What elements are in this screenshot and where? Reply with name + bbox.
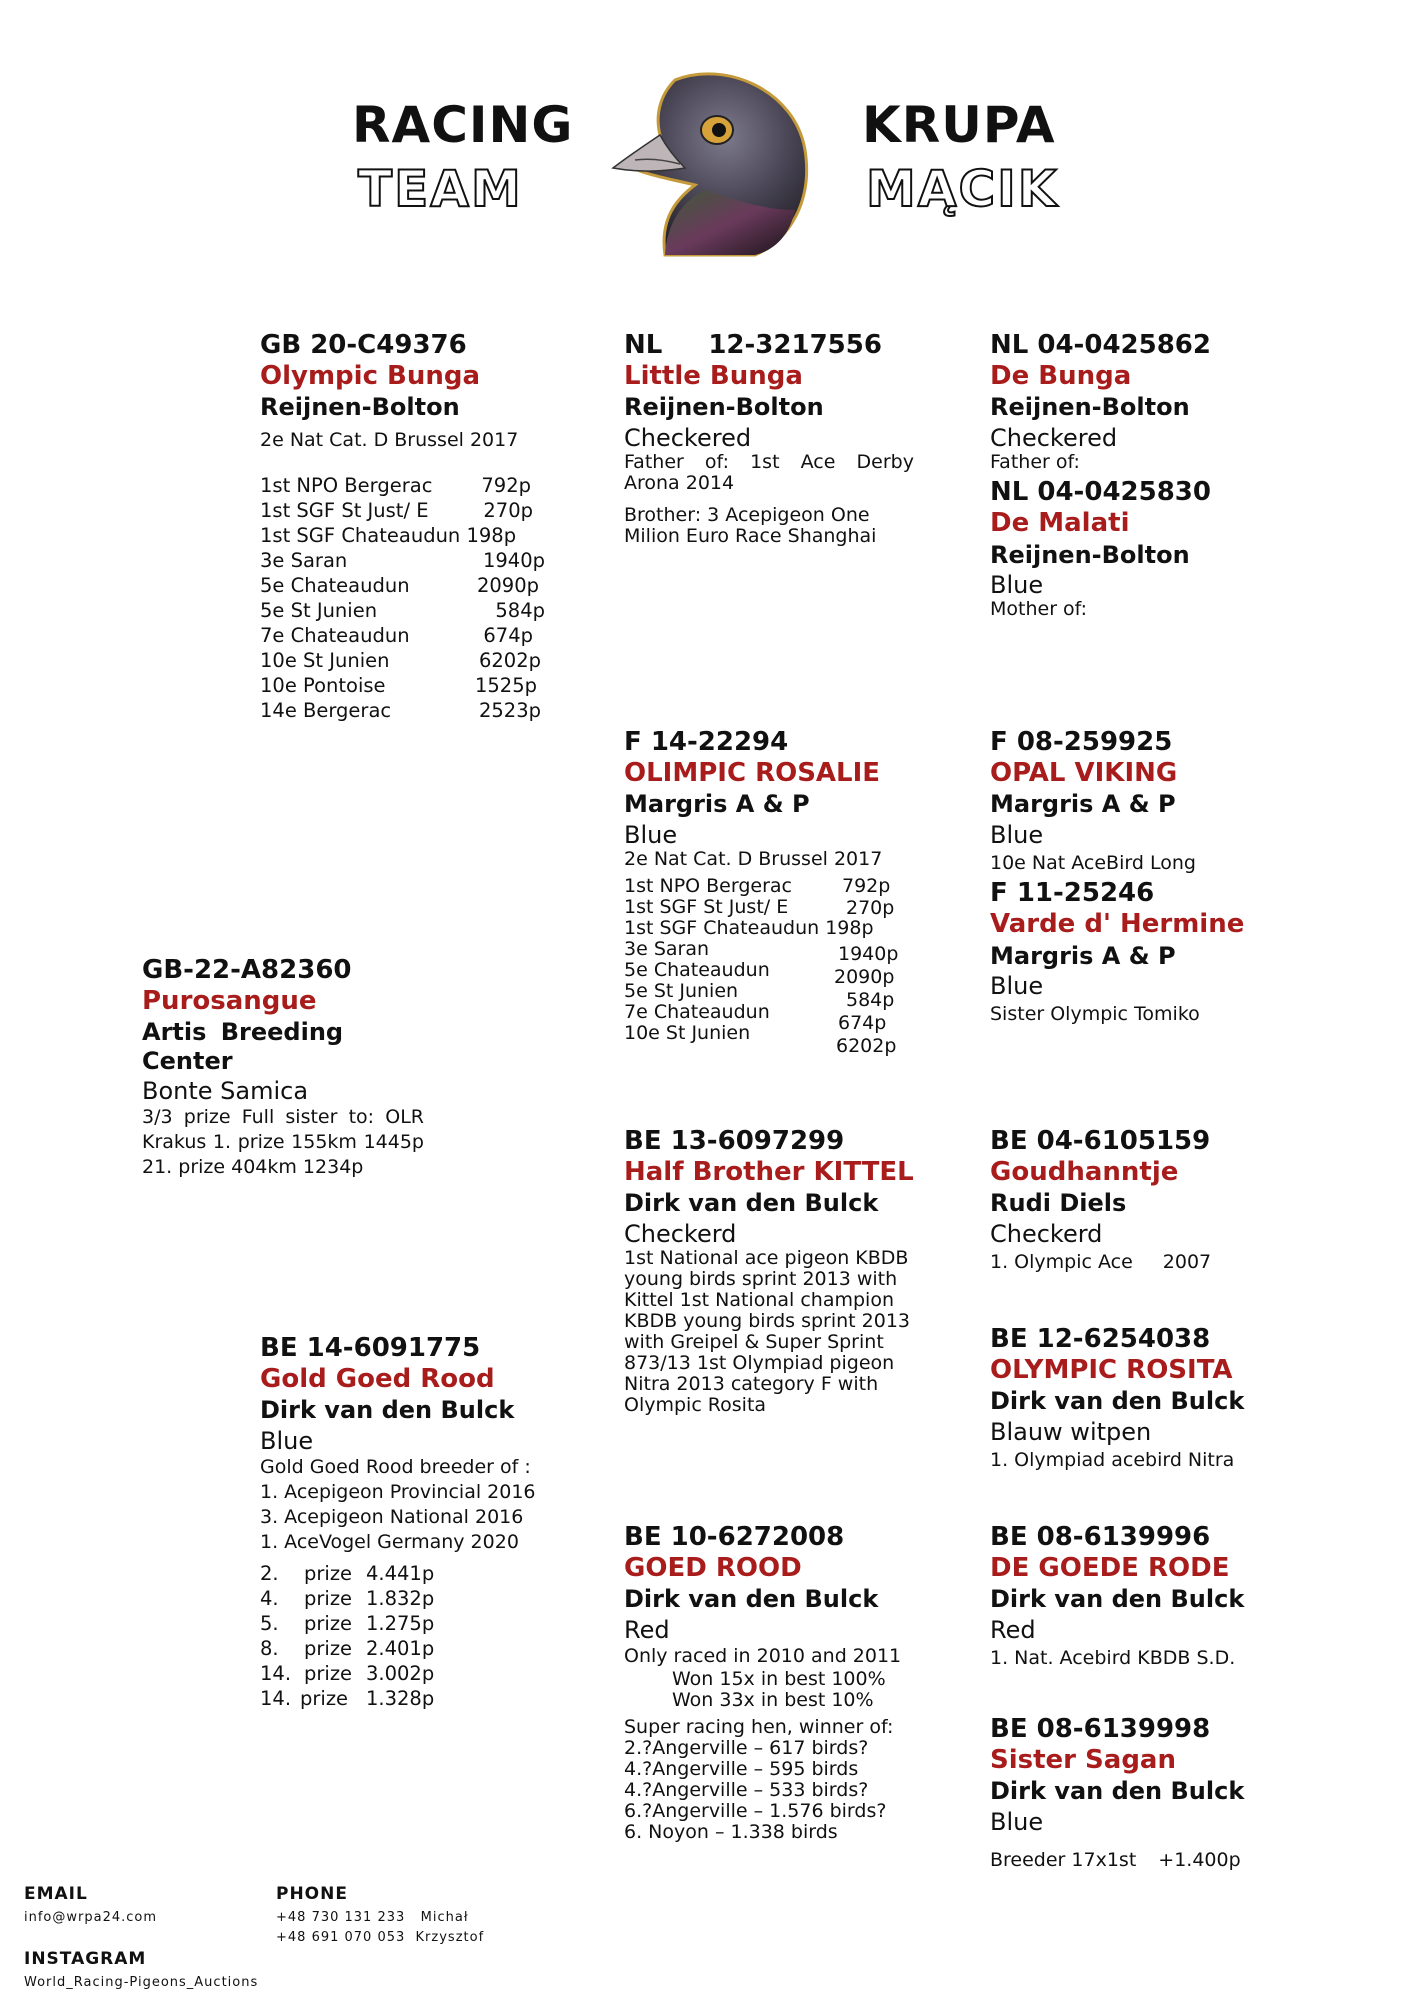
pigeon-name: DE GOEDE RODE	[990, 1552, 1230, 1583]
pigeon-card-purosangue	[142, 955, 424, 1180]
phone-number[interactable]: +48 691 070 053 Krzysztof	[276, 1930, 485, 1946]
breeder-of-list: Gold Goed Rood breeder of : 1. Acepigeon Provincial 2016 3. Acepigeon National 2016 1. AceVogel Germany 2020	[260, 1455, 536, 1553]
pigeon-name: Varde d' Hermine	[990, 908, 1245, 939]
results-list	[260, 473, 545, 723]
breeder-name: Reijnen-Bolton	[990, 393, 1190, 422]
pigeon-name: Little Bunga	[624, 360, 803, 391]
ring-number: BE 08-6139998	[990, 1714, 1211, 1744]
header-krupa: KRUPA	[862, 96, 1056, 154]
pigeon-color: Checkerd	[990, 1219, 1103, 1248]
breeder-name: Margris A & P	[990, 790, 1176, 819]
pigeon-color: Blue	[990, 1807, 1044, 1836]
prize-row: 14. prize 1.328p	[260, 1686, 435, 1710]
ring-number: F 11-25246	[990, 878, 1155, 909]
ring-number: BE 10-6272008	[624, 1522, 845, 1552]
pigeon-name: Sister Sagan	[990, 1744, 1176, 1775]
breeder-name: Dirk van den Bulck	[990, 1585, 1245, 1614]
pigeon-name: Gold Goed Rood	[260, 1363, 495, 1394]
header-team: TEAM	[358, 160, 523, 218]
pigeon-name: OLYMPIC ROSITA	[990, 1354, 1233, 1385]
pigeon-card-goed-rood	[624, 1522, 924, 1843]
prize-row: 2. prize 4.441p	[260, 1561, 435, 1585]
pigeon-card-little-bunga	[624, 330, 914, 547]
pigeon-name: De Malati	[990, 507, 1130, 538]
prize-list	[260, 1561, 560, 1711]
prize-row: 5. prize 1.275p	[260, 1611, 435, 1635]
header-macik: MĄCIK	[866, 160, 1059, 218]
pigeon-desc: Only raced in 2010 and 2011	[624, 1644, 902, 1667]
contact-instagram	[24, 1949, 258, 1993]
pigeon-desc: 1st National ace pigeon KBDB young birds sprint 2013 with Kittel 1st National champion KBDB young birds sprint 2013 with Greipel & Super Sprint 873/13 1st Olympiad pigeon Nitra 2013 category F with Olympic Rosita	[624, 1246, 911, 1416]
pigeon-desc: Won 15x in best 100% Won 33x in best 10%	[672, 1667, 886, 1711]
breeder-name: Dirk van den Bulck	[990, 1387, 1245, 1416]
pigeon-card-opal-viking	[990, 727, 1290, 1025]
pigeon-note: 2e Nat Cat. D Brussel 2017	[260, 428, 519, 451]
result-row: 10e Pontoise 1525p	[260, 673, 537, 697]
pigeon-color: Checkered	[990, 423, 1118, 452]
result-row: 5e Chateaudun 2090p	[260, 573, 539, 597]
ring-number: BE 04-6105159	[990, 1126, 1211, 1156]
pigeon-color: Checkered	[624, 423, 752, 452]
ring-number: F 08-259925	[990, 727, 1173, 757]
pigeon-color: Checkerd	[624, 1219, 737, 1248]
result-row: 7e Chateaudun 674p	[260, 623, 533, 647]
prize-row: 14. prize 3.002p	[260, 1661, 435, 1685]
pigeon-desc: Brother: 3 Acepigeon One Milion Euro Race Shanghai	[624, 503, 877, 547]
result-row: 14e Bergerac 2523p	[260, 698, 541, 722]
pigeon-desc: Father of:	[990, 450, 1080, 473]
pigeon-color: Bonte Samica	[142, 1076, 309, 1105]
ring-number: GB-22-A82360	[142, 955, 352, 985]
pigeon-desc: Super racing hen, winner of: 2.?Angerville – 617 birds? 4.?Angerville – 595 birds 4.?Angerville – 533 birds? 6.?Angerville – 1.576 birds? 6. Noyon – 1.338 birds	[624, 1715, 894, 1843]
ring-number: NL 04-0425862	[990, 330, 1211, 360]
email-link[interactable]: info@wrpa24.com	[24, 1910, 158, 1925]
results-list: 1st NPO Bergerac 1st SGF St Just/ E 1st SGF Chateaudun 198p 3e Saran 5e Chateaudun 5e St Junien 7e Chateaudun 10e St Junien 792p 270p 1940p 2090p 584p 674p 6202p	[624, 875, 899, 1058]
result-row: 10e St Junien 6202p	[260, 648, 541, 672]
pigeon-desc: 1. Olympic Ace 2007	[990, 1250, 1212, 1273]
contact-email	[24, 1884, 157, 1928]
pigeon-name: Half Brother KITTEL	[624, 1156, 914, 1187]
instagram-label: INSTAGRAM	[24, 1949, 147, 1969]
pigeon-desc: Breeder 17x1st +1.400p	[990, 1848, 1241, 1871]
pigeon-card-half-brother-kittel	[624, 1126, 916, 1416]
pigeon-card-de-goede-rode	[990, 1522, 1290, 1669]
pigeon-card-olimpic-rosalie	[624, 727, 914, 1056]
pigeon-color: Blue	[260, 1426, 314, 1455]
breeder-name: Dirk van den Bulck	[624, 1585, 879, 1614]
pigeon-card-sister-sagan	[990, 1714, 1290, 1871]
pigeon-color: Blue	[990, 971, 1044, 1000]
pigeon-card-gold-goed-rood	[260, 1333, 560, 1711]
pigeon-note: 2e Nat Cat. D Brussel 2017	[624, 847, 883, 870]
breeder-name: Dirk van den Bulck	[990, 1777, 1245, 1806]
breeder-name: Artis Breeding Center	[142, 1018, 344, 1075]
ring-number: BE 08-6139996	[990, 1522, 1211, 1552]
phone-number[interactable]: +48 730 131 233 Michał	[276, 1910, 469, 1925]
pigeon-head-icon	[605, 60, 820, 260]
pigeon-color: Red	[990, 1615, 1036, 1644]
breeder-name: Dirk van den Bulck	[260, 1396, 515, 1425]
pigeon-desc: 1. Nat. Acebird KBDB S.D.	[990, 1646, 1236, 1669]
ring-number: NL 12-3217556	[624, 330, 882, 360]
ring-number: NL 04-0425830	[990, 477, 1211, 508]
pigeon-color: Red	[624, 1615, 670, 1644]
breeder-name: Reijnen-Bolton	[624, 393, 824, 422]
breeder-name: Reijnen-Bolton	[260, 393, 460, 422]
pigeon-desc: 1. Olympiad acebird Nitra	[990, 1448, 1235, 1471]
pigeon-name: Goudhanntje	[990, 1156, 1179, 1187]
pigeon-name: De Bunga	[990, 360, 1132, 391]
result-row: 1st NPO Bergerac 792p	[260, 473, 531, 497]
pigeon-desc: Father of: 1st Ace Derby Arona 2014	[624, 450, 914, 495]
pigeon-card-olympic-bunga	[260, 330, 560, 723]
pigeon-name: OPAL VIKING	[990, 757, 1178, 788]
result-row: 3e Saran 1940p	[260, 548, 545, 572]
ring-number: BE 13-6097299	[624, 1126, 845, 1156]
pigeon-desc: 10e Nat AceBird Long	[990, 851, 1196, 874]
prize-row: 8. prize 2.401p	[260, 1636, 435, 1660]
pigeon-name: OLIMPIC ROSALIE	[624, 757, 881, 788]
pigeon-desc: Sister Olympic Tomiko	[990, 1003, 1200, 1026]
pigeon-card-olympic-rosita	[990, 1324, 1290, 1471]
phone-label: PHONE	[276, 1884, 348, 1904]
pigeon-color: Blue	[990, 570, 1044, 599]
pigeon-color: Blauw witpen	[990, 1417, 1152, 1446]
email-label: EMAIL	[24, 1884, 88, 1904]
breeder-name: Margris A & P	[624, 790, 810, 819]
pigeon-name: Purosangue	[142, 985, 317, 1016]
header-racing: RACING	[352, 96, 574, 154]
instagram-link[interactable]: World_Racing-Pigeons_Auctions	[24, 1975, 259, 1990]
pigeon-name: GOED ROOD	[624, 1552, 802, 1583]
pigeon-color: Blue	[624, 820, 678, 849]
result-row: 1st SGF St Just/ E 270p	[260, 498, 533, 522]
result-row: 1st SGF Chateaudun 198p	[260, 523, 517, 547]
pigeon-desc: Mother of:	[990, 598, 1088, 621]
contact-phone	[276, 1884, 484, 1948]
races-column: 1st NPO Bergerac 1st SGF St Just/ E 1st SGF Chateaudun 198p 3e Saran 5e Chateaudun 5e St Junien 7e Chateaudun 10e St Junien	[624, 875, 874, 1045]
ring-number: F 14-22294	[624, 727, 789, 757]
breeder-name: Margris A & P	[990, 941, 1176, 970]
pigeon-desc: 3/3 prize Full sister to: OLR Krakus 1. prize 155km 1445p 21. prize 404km 1234p	[142, 1106, 424, 1179]
ring-number: BE 14-6091775	[260, 1333, 481, 1363]
pigeon-name: Olympic Bunga	[260, 360, 481, 391]
pigeon-card-de-bunga	[990, 330, 1290, 620]
pigeon-card-goudhanntje	[990, 1126, 1290, 1273]
pigeon-color: Blue	[990, 820, 1044, 849]
ring-number: BE 12-6254038	[990, 1324, 1211, 1354]
ring-number: GB 20-C49376	[260, 330, 467, 360]
breeder-name: Reijnen-Bolton	[990, 540, 1190, 569]
result-row: 5e St Junien 584p	[260, 598, 545, 622]
breeder-name: Dirk van den Bulck	[624, 1189, 879, 1218]
prize-row: 4. prize 1.832p	[260, 1586, 435, 1610]
breeder-name: Rudi Diels	[990, 1189, 1127, 1218]
